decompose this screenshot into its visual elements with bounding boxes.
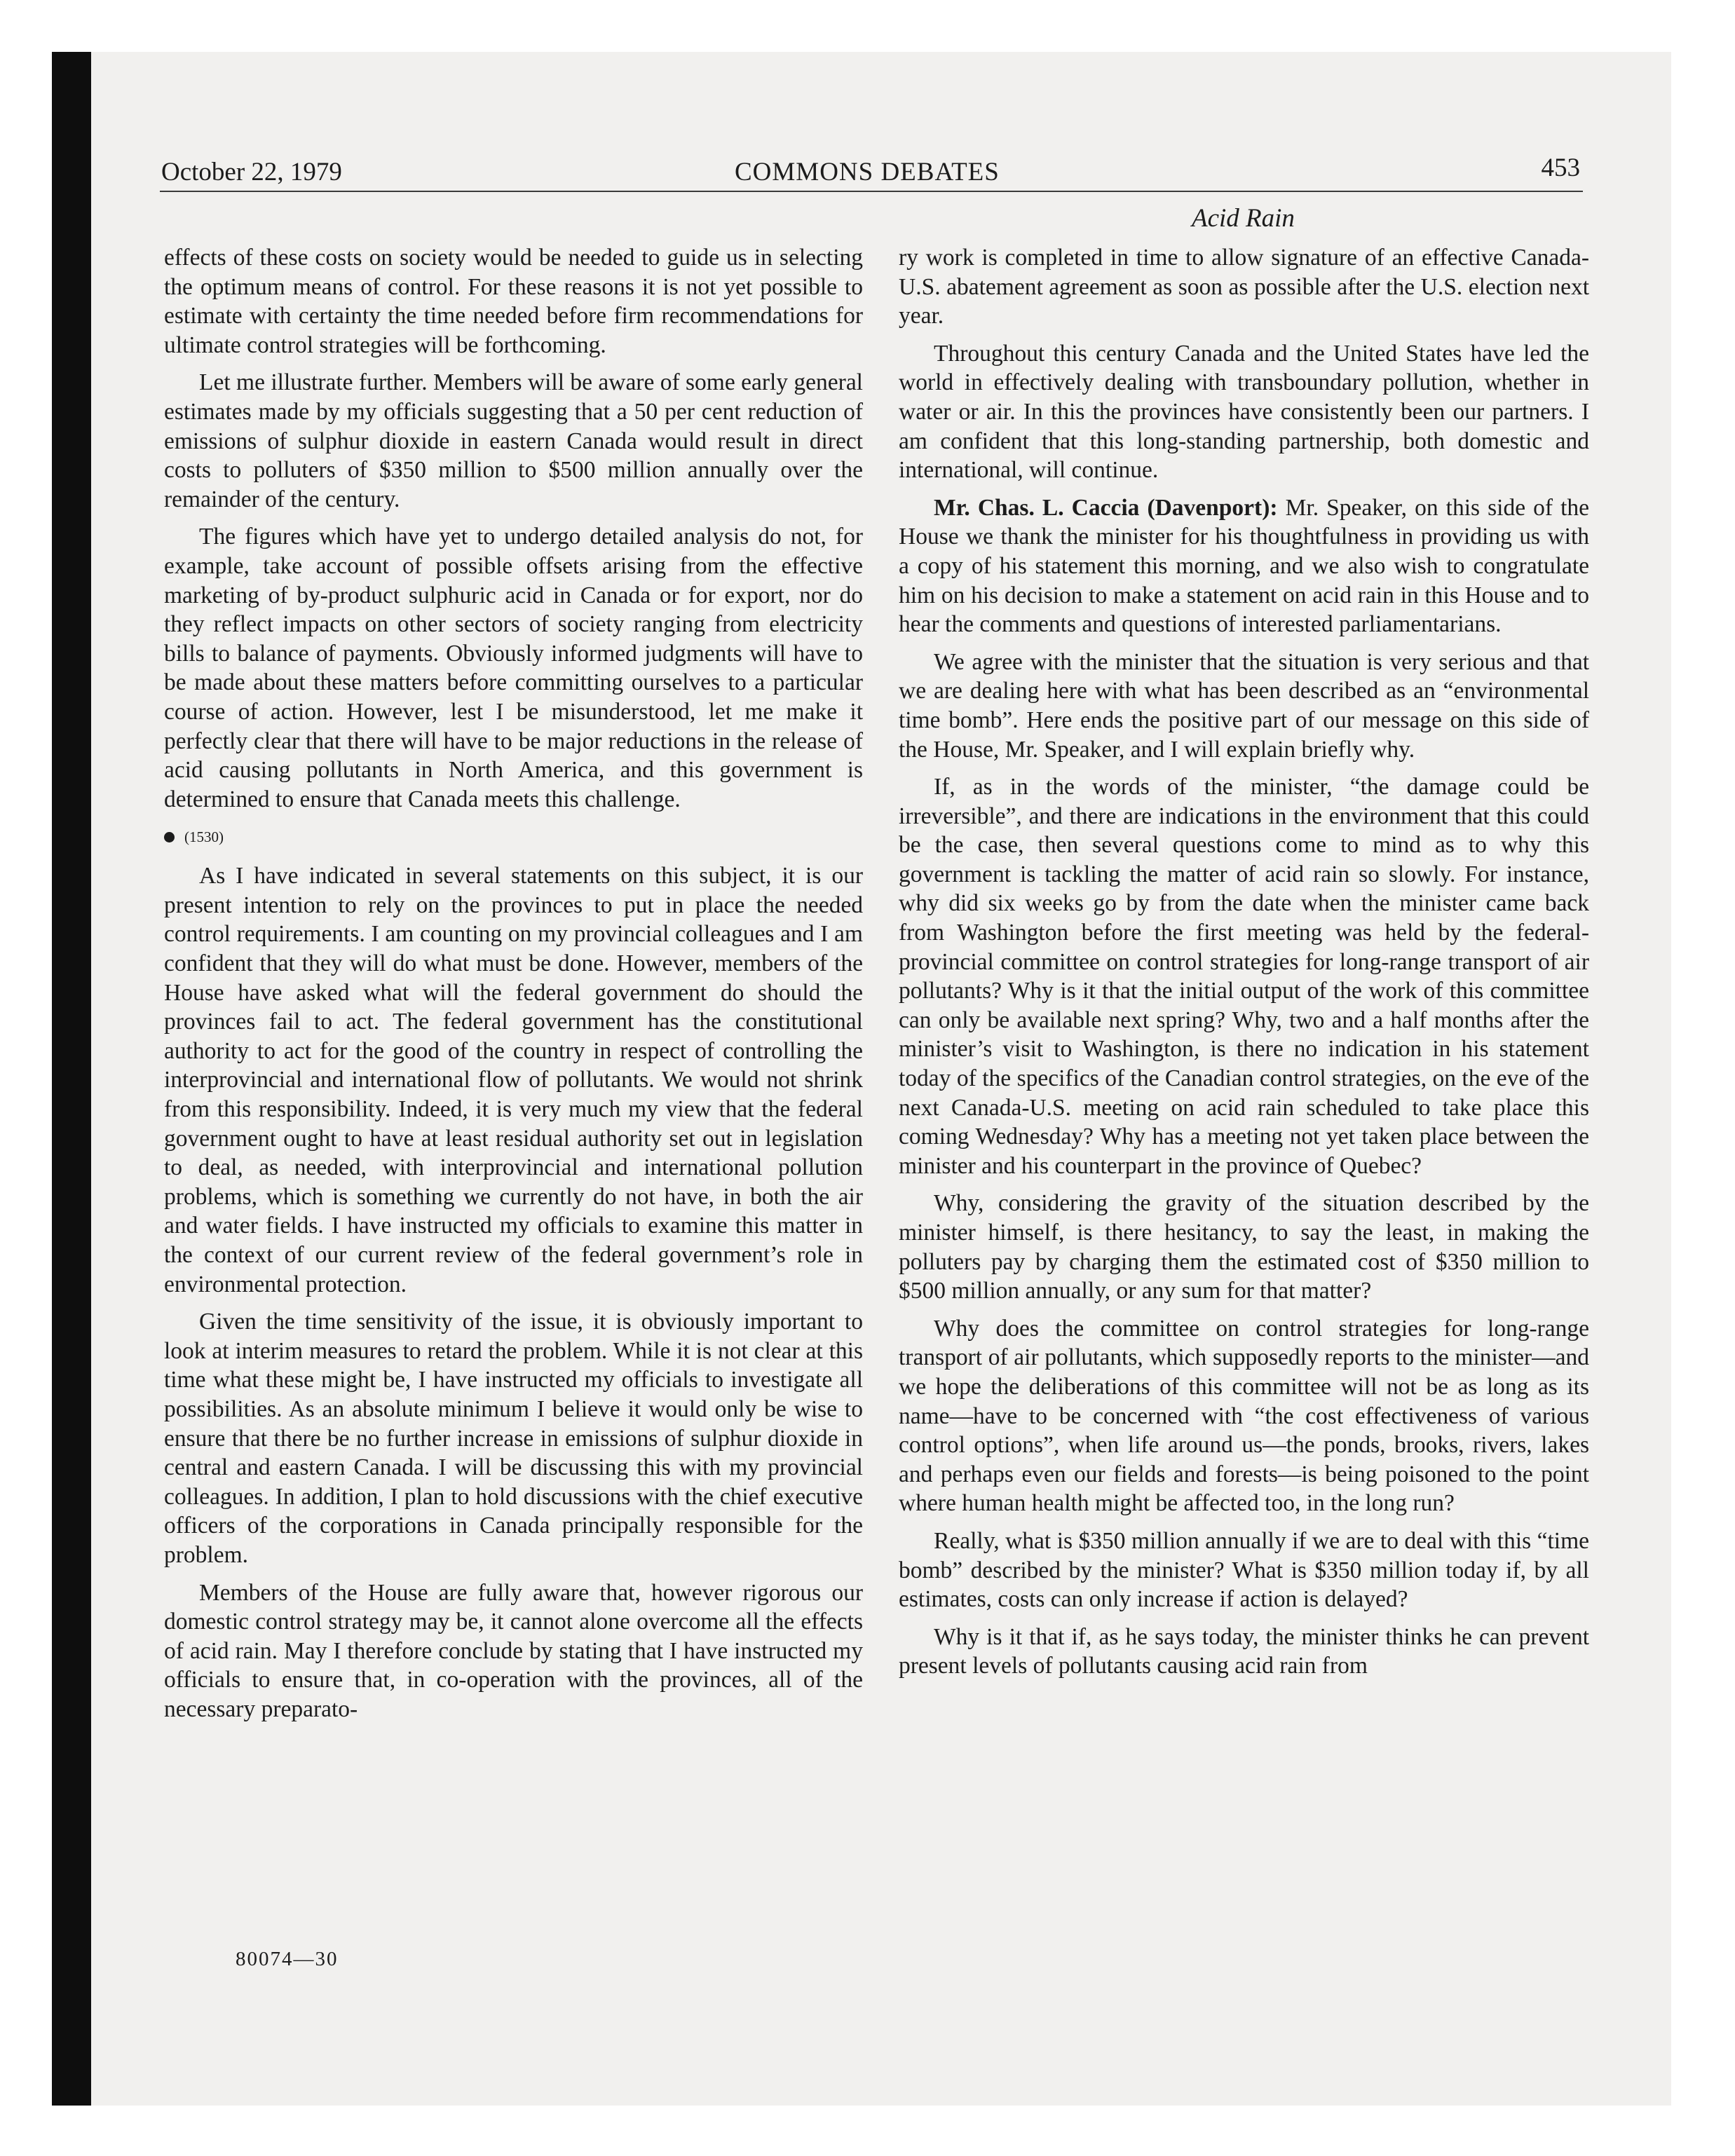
paragraph: If, as in the words of the minister, “the damage could be irreversible”, and there are indications in the environment that this could be the case, then several questions come to mind as to why this government is tackling the matter of acid rain so slowly. For instance, why did six weeks go by from the date when the minister came back from Washington before the first meeting was held by the federal-provincial committee on control strategies for long-range transport of air pollutants? Why is it that the initial output of the work of this committee can only be available next spring? Why, two and a half months after the minister’s visit to Washington, is there no indication in his statement today of the specifics of the Canadian control strategies, on the eve of the next Canada-U.S. meeting on acid rain scheduled to take place this coming Wednesday? Why has a meeting not yet taken place between the minister and his counterpart in the province of Quebec? bbox=[899, 774, 1589, 1179]
paragraph: Given the time sensitivity of the issue, it is obviously important to look at interim measures to retard the problem. While it is not clear at this time what these might be, I have instructed my officials to investigate all possibilities. As an absolute minimum I believe it would only be wise to ensure that there be no further increase in emissions of sulphur dioxide in central and eastern Canada. I will be discussing this with my provincial colleagues. In addition, I plan to hold discussions with the chief executive officers of the corporations in Canada principally responsible for the problem. bbox=[164, 1309, 863, 1568]
footer-code: 80074—30 bbox=[236, 1948, 339, 1970]
time-marker-label: (1530) bbox=[184, 828, 224, 846]
page-number: 453 bbox=[1541, 153, 1580, 182]
header-date: October 22, 1979 bbox=[161, 158, 342, 186]
speaker-paragraph bbox=[899, 493, 1589, 639]
speech-text: Mr. Speaker, on this side of the House we thank the minister for his thoughtfulness in providing us with a copy of his statement this morning, and we also wish to congratulate him on his decision to make a statement on acid rain in this House and to hear the comments and questions of interested parliamentarians. bbox=[899, 494, 1590, 638]
bullet-icon bbox=[164, 832, 175, 842]
binding-edge bbox=[52, 52, 91, 2106]
left-column bbox=[164, 243, 863, 1733]
paragraph: Really, what is $350 million annually if we are to deal with this “time bomb” described by the minister? What is $350 million today if, by all estimates, costs can only increase if action is delayed? bbox=[899, 1527, 1589, 1613]
time-marker bbox=[164, 826, 863, 847]
paragraph: effects of these costs on society would be needed to guide us in selecting the optimum means of control. For these reasons it is not yet possible to estimate with certainty the time needed before firm recommendations for ultimate control strategies will be forthcoming. bbox=[164, 245, 863, 358]
speaker-name: Mr. Chas. L. Caccia (Davenport): bbox=[934, 494, 1278, 521]
paragraph: We agree with the minister that the situation is very serious and that we are dealing here with what has been described as an “environmental time bomb”. Here ends the positive part of our message on this side of the House, Mr. Speaker, and I will explain briefly why. bbox=[899, 648, 1589, 763]
right-column bbox=[899, 243, 1589, 1689]
section-title: Acid Rain bbox=[1192, 204, 1295, 233]
paragraph: Let me illustrate further. Members will be aware of some early general estimates made by my officials suggesting that a 50 per cent reduction of emissions of sulphur dioxide in eastern Canada would result in direct costs to polluters of $350 million to $500 million annually over the remainder of the century. bbox=[164, 369, 863, 512]
paragraph: As I have indicated in several statements on this subject, it is our present intention to rely on the provinces to put in place the needed control requirements. I am counting on my provincial colleagues and I am confident that they will do what must be done. However, members of the House have asked what will the federal government do should the provinces fail to act. The federal government has the constitutional authority to act for the good of the country in respect of controlling the interprovincial and international flow of pollutants. We would not shrink from this responsibility. Indeed, it is very much my view that the federal government ought to have at least residual authority set out in legislation to deal, as needed, with interprovincial and international pollution problems, which is something we currently do not have, in both the air and water fields. I have instructed my officials to examine this matter in the context of our current review of the federal government’s role in environmental protection. bbox=[164, 863, 863, 1297]
paragraph: Members of the House are fully aware that, however rigorous our domestic control strategy may be, it cannot alone overcome all the effects of acid rain. May I therefore conclude by stating that I have instructed my officials to ensure that, in co-operation with the provinces, all of the necessary preparato- bbox=[164, 1579, 863, 1722]
paragraph: Throughout this century Canada and the United States have led the world in effectively dealing with transboundary pollution, whether in water or air. In this the provinces have consistently been our partners. I am confident that this long-standing partnership, both domestic and international, will continue. bbox=[899, 340, 1589, 484]
running-header bbox=[160, 149, 1583, 192]
paragraph: ry work is completed in time to allow signature of an effective Canada-U.S. abatement agreement as soon as possible after the U.S. election next year. bbox=[899, 245, 1589, 329]
header-title: COMMONS DEBATES bbox=[735, 158, 1000, 186]
paragraph: Why does the committee on control strategies for long-range transport of air pollutants, which supposedly reports to the minister—and we hope the deliberations of this committee will not be as long as its name—have to be concerned with “the cost effectiveness of various control options”, when life around us—the ponds, brooks, rivers, lakes and perhaps even our fields and forests—is being poisoned to the point where human health might be affected too, in the long run? bbox=[899, 1315, 1589, 1517]
paragraph: The figures which have yet to undergo detailed analysis do not, for example, take account of possible offsets arising from the effective marketing of by-product sulphuric acid in Canada or for export, nor do they reflect impacts on other sectors of society ranging from electricity bills to balance of payments. Obviously informed judgments will have to be made about these matters before committing ourselves to a particular course of action. However, lest I be misunderstood, let me make it perfectly clear that there will have to be major reductions in the release of acid causing pollutants in North America, and this government is determined to ensure that Canada meets this challenge. bbox=[164, 524, 863, 812]
paragraph: Why is it that if, as he says today, the minister thinks he can prevent present levels of pollutants causing acid rain from bbox=[899, 1623, 1589, 1679]
paragraph: Why, considering the gravity of the situation described by the minister himself, is there hesitancy, to say the least, in making the polluters pay by charging them the estimated cost of $350 million to $500 million annually, or any sum for that matter? bbox=[899, 1190, 1589, 1304]
